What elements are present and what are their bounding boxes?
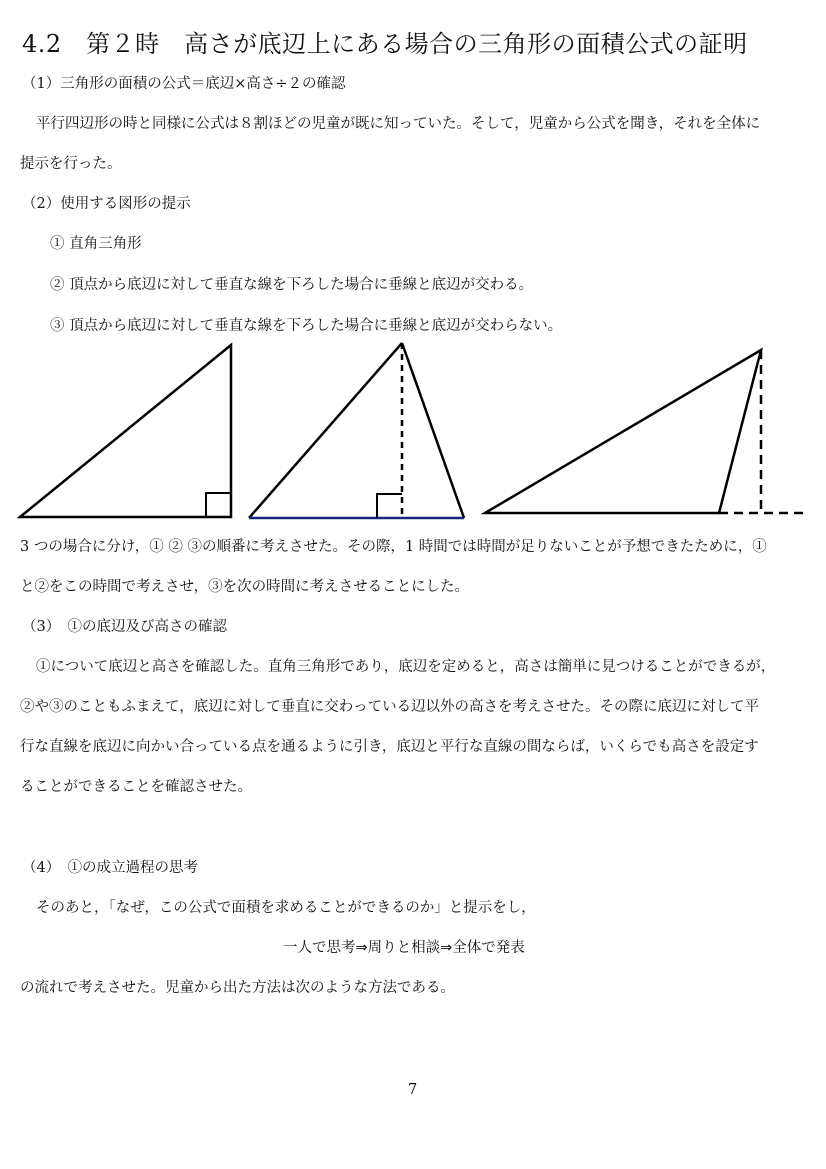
- section-1-paragraph-line-2: 提示を行った。: [20, 156, 122, 172]
- figure-item-1: ① 直角三角形: [50, 236, 142, 252]
- right-triangle-figure: [20, 345, 231, 517]
- obtuse-triangle-figure: [485, 350, 806, 513]
- section-3-line-2: ②や③のこともふまえて，底辺に対して垂直に交わっている辺以外の高さを考えさせた。その際に底辺に対して平: [20, 699, 760, 715]
- section-heading: 4.2 第２時 高さが底辺上にある場合の三角形の面積公式の証明: [22, 30, 748, 58]
- acute-triangle-figure: [249, 343, 464, 518]
- section-2-after-line-2: と②をこの時間で考えさせ，③を次の時間に考えさせることにした。: [20, 579, 470, 595]
- section-1-title: （1）三角形の面積の公式＝底辺×高さ÷２の確認: [22, 76, 346, 92]
- page-number: 7: [408, 1082, 418, 1098]
- section-2-after-line-1: 3 つの場合に分け，① ② ③の順番に考えさせた。その際，1 時間では時間が足りないことが予想できたために，①: [20, 539, 767, 555]
- section-3-title: （3） ①の底辺及び高さの確認: [22, 619, 227, 635]
- section-4-paragraph-2: の流れで考えさせた。児童から出た方法は次のような方法である。: [20, 980, 455, 996]
- section-1-paragraph-line-1: 平行四辺形の時と同様に公式は８割ほどの児童が既に知っていた。そして，児童から公式を聞き，それを全体に: [36, 116, 761, 132]
- section-2-title: （2）使用する図形の提示: [22, 196, 191, 212]
- section-4-paragraph-1: そのあと，「なぜ，この公式で面積を求めることができるのか」と提示をし，: [36, 900, 536, 916]
- thinking-flow: 一人で思考⇒周りと相談⇒全体で発表: [283, 940, 525, 956]
- section-4-title: （4） ①の成立過程の思考: [22, 860, 198, 876]
- section-3-line-3: 行な直線を底辺に向かい合っている点を通るように引き，底辺と平行な直線の間ならば，いくらでも高さを設定す: [20, 739, 759, 755]
- section-3-line-1: ①について底辺と高さを確認した。直角三角形であり，底辺を定めると，高さは簡単に見つけることができるが，: [36, 659, 776, 675]
- section-3-line-4: ることができることを確認させた。: [20, 779, 252, 795]
- figure-item-3: ③ 頂点から底辺に対して垂直な線を下ろした場合に垂線と底辺が交わらない。: [50, 318, 563, 334]
- figure-item-2: ② 頂点から底辺に対して垂直な線を下ろした場合に垂線と底辺が交わる。: [50, 277, 534, 293]
